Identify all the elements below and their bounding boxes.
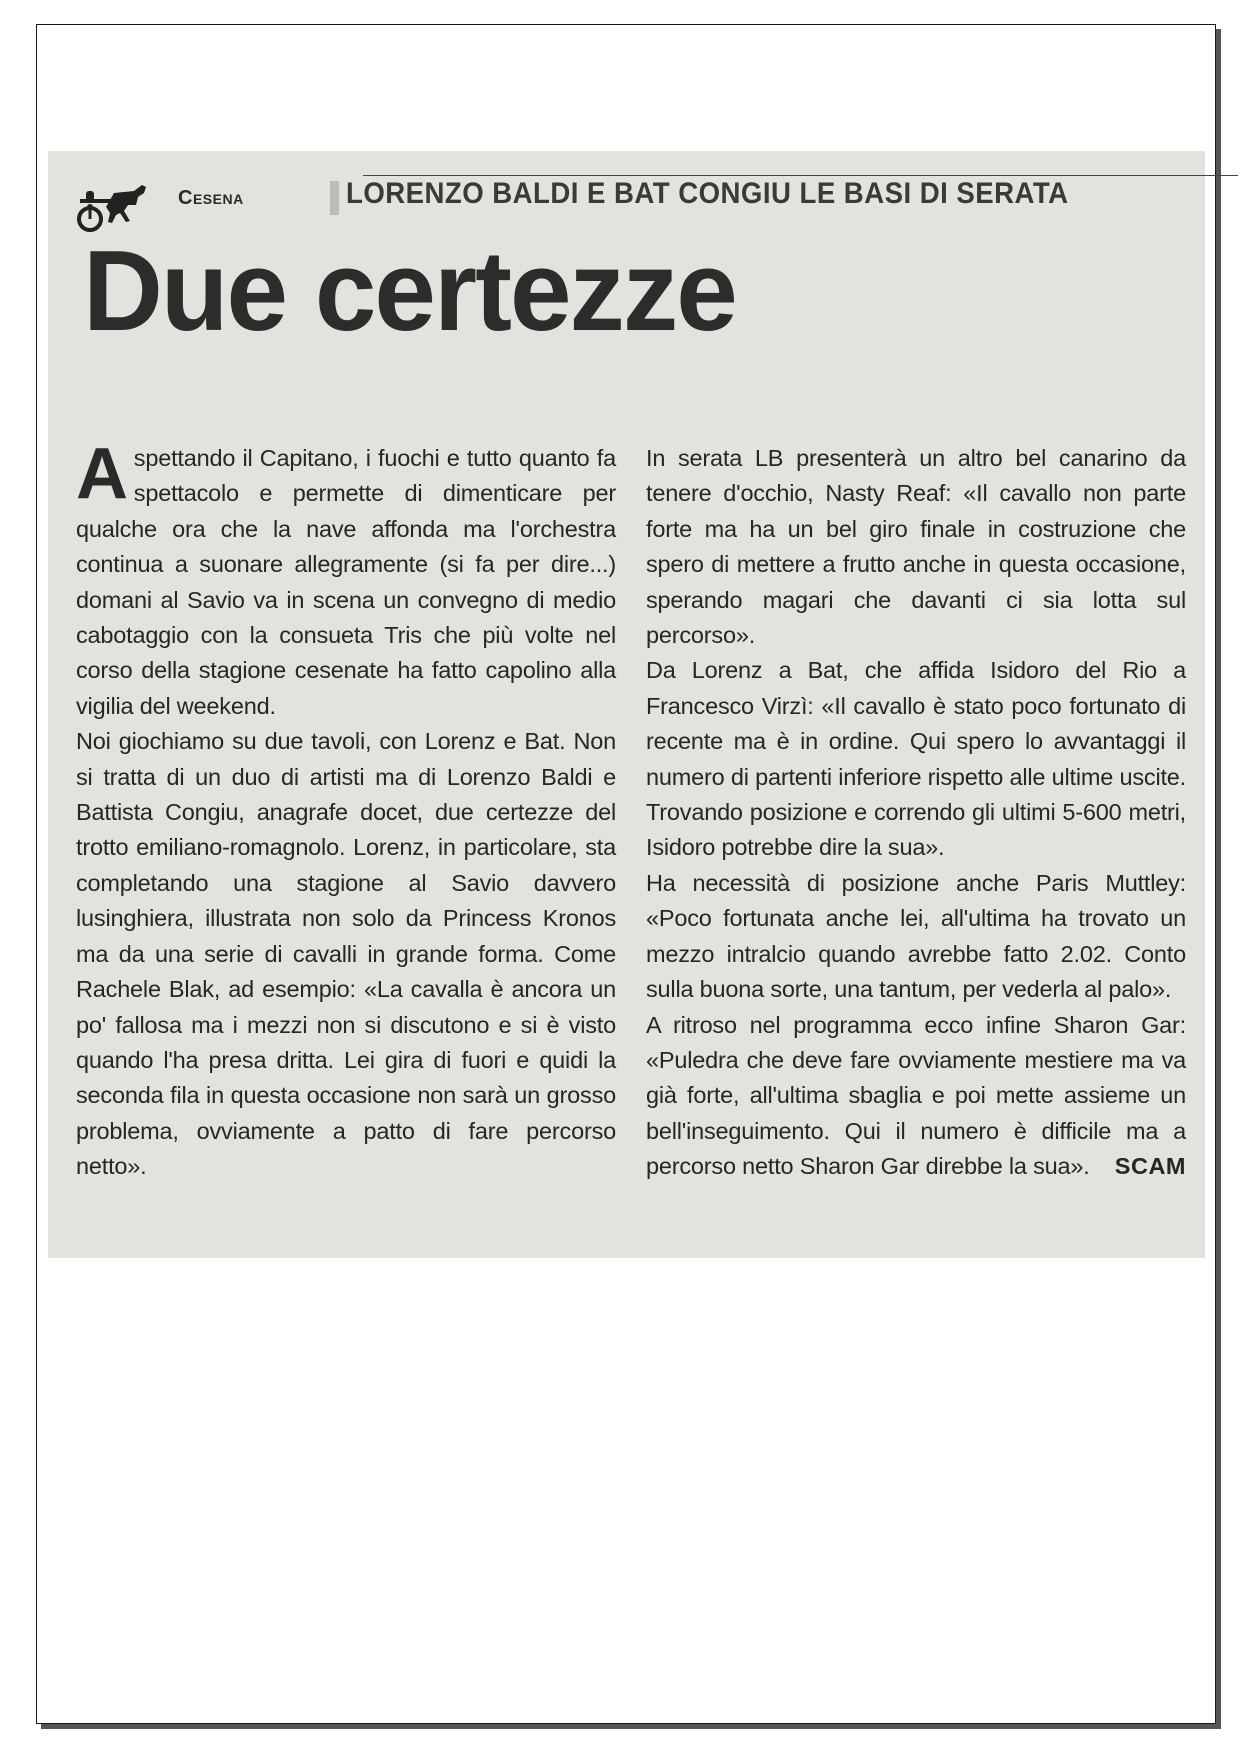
header-rule — [363, 175, 1238, 176]
article-paragraph: In serata LB presenterà un altro bel canarino da tenere d'occhio, Nasty Reaf: «Il cavallo non parte forte ma ha un bel giro finale in costruzione che spero di mettere a frutto anche in questa occasione, sperando magari che davanti ci sia lotta sul percorso». — [646, 445, 1186, 649]
section-label: Cesena — [178, 187, 244, 209]
paragraph-text: A ritroso nel programma ecco infine Sharon Gar: «Puledra che deve fare ovviamente mestiere ma va già forte, all'ultima sbaglia e poi mette assieme un bell'inseguimento. Qui il numero è difficile ma a percorso netto Sharon Gar direbbe la sua». — [646, 1011, 1186, 1180]
article-paragraph: Noi giochiamo su due tavoli, con Lorenz e Bat. Non si tratta di un duo di artisti ma di Lorenzo Baldi e Battista Congiu, anagrafe docet, due certezze del trotto emiliano-romagnolo. Lorenz, in particolare, sta completando una stagione al Savio davvero lusinghiera, illustrata non solo da Princess Kronos ma da una serie di cavalli in grande forma. Come Rachele Blak, ad esempio: «La cavalla è ancora un po' fallosa ma i mezzi non si discutono e si è visto quando l'ha presa dritta. Lei gira di fuori e quidi la seconda fila in questa occasione non sarà un grosso problema, ovviamente a patto di fare percorso netto». — [76, 728, 616, 1180]
author-signature: SCAM — [1114, 1153, 1186, 1180]
drop-cap: A — [76, 434, 128, 514]
newspaper-clipping — [48, 151, 1205, 1258]
article-paragraph — [646, 1008, 1186, 1185]
article-paragraph: Ha necessità di posizione anche Paris Muttley: «Poco fortunata anche lei, all'ultima ha trovato un mezzo intralcio quando avrebbe fatto 2.02. Conto sulla buona sorte, una tantum, per vederla al palo». — [646, 869, 1186, 1003]
article-paragraph — [76, 434, 616, 724]
paragraph-text: spettando il Capitano, i fuochi e tutto quanto fa spettacolo e permette di dimenticare per qualche ora che la nave affonda ma l'orchestra continua a suonare allegramente (si fa per dire...) domani al Savio va in scena un convegno di medio cabotaggio con la consueta Tris che più volte nel corso della stagione cesenate ha fatto capolino alla vigilia del weekend. — [76, 445, 616, 719]
trotting-horse-sulky-icon — [76, 181, 154, 233]
article-kicker: LORENZO BALDI E BAT CONGIU LE BASI DI SERATA — [346, 177, 1069, 210]
article-body — [76, 434, 1186, 1231]
article-headline: Due certezze — [83, 228, 736, 355]
header-divider — [330, 181, 339, 215]
article-paragraph: Da Lorenz a Bat, che affida Isidoro del Rio a Francesco Virzì: «Il cavallo è stato poco fortunato di recente ma è in ordine. Qui spero lo avvantaggi il numero di partenti inferiore rispetto alle ultime uscite. Trovando posizione e correndo gli ultimi 5-600 metri, Isidoro potrebbe dire la sua». — [646, 657, 1186, 861]
